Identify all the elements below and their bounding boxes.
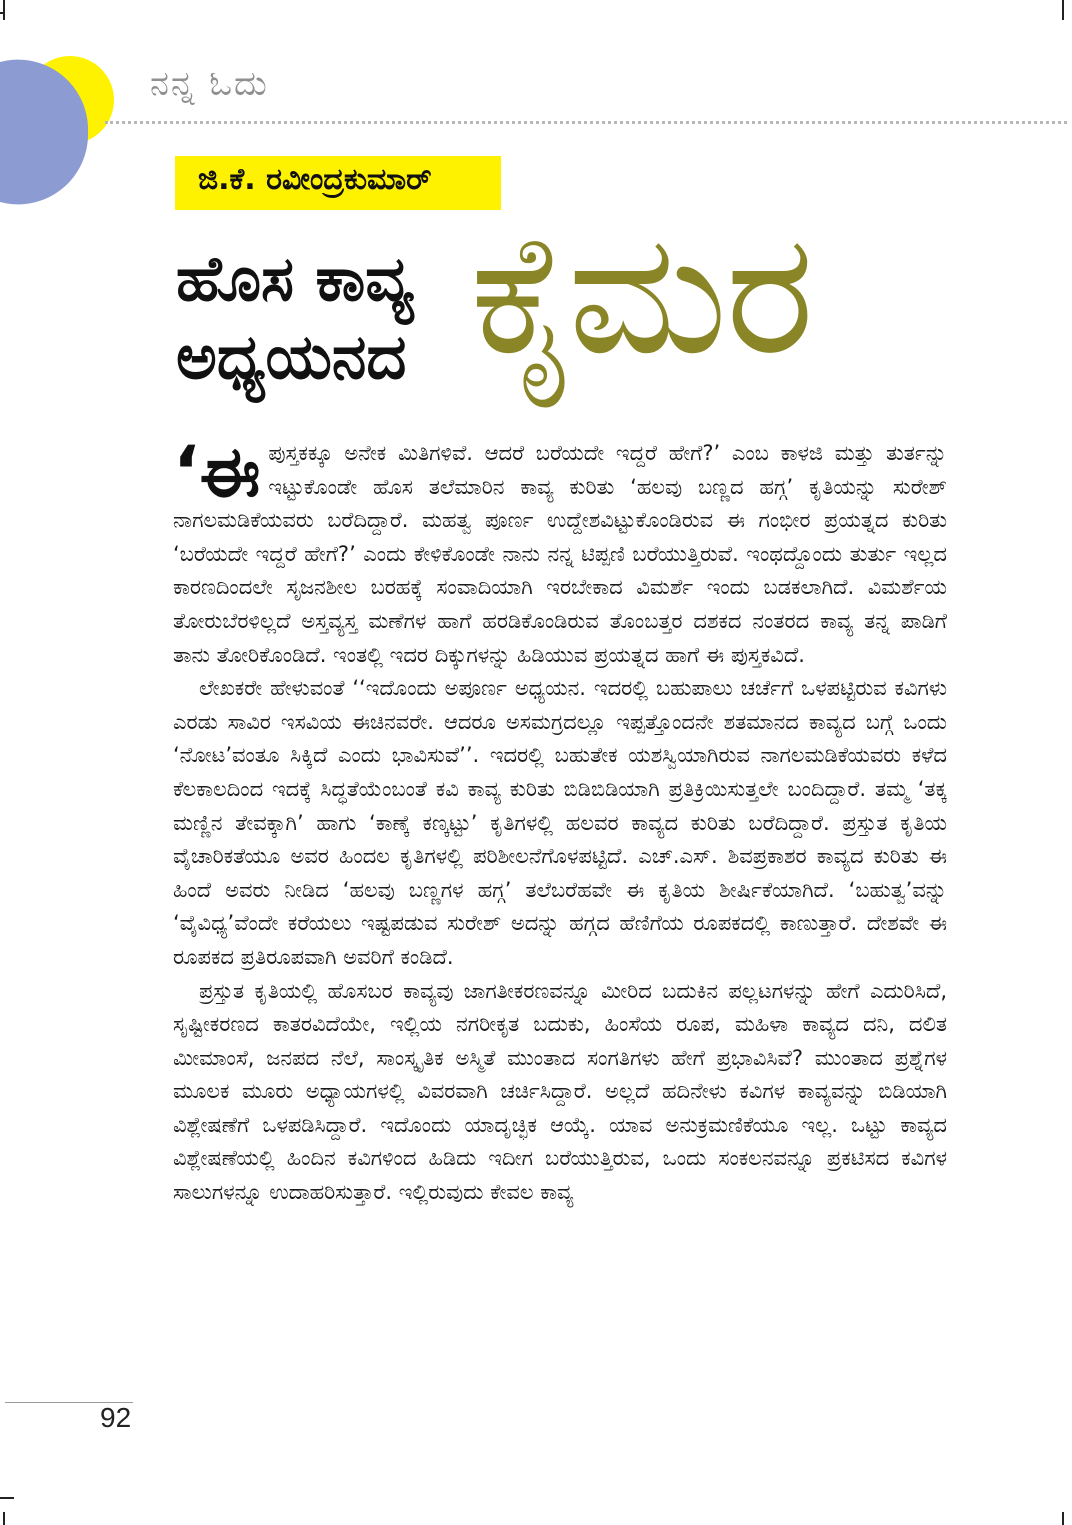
article-paragraph: ಪ್ರಸ್ತುತ ಕೃತಿಯಲ್ಲಿ ಹೊಸಬರ ಕಾವ್ಯವು ಜಾಗತೀಕರಣವನ್ನೂ ಮೀರಿದ ಬದುಕಿನ ಪಲ್ಲಟಗಳನ್ನು ಹೇಗೆ ಎದುರಿಸಿದೆ, ಸೃಷ್ಟೀಕರಣದ ಕಾತರವಿದೆಯೇ, ಇಲ್ಲಿಯ ನಗರೀಕೃತ ಬದುಕು, ಹಿಂಸೆಯ ರೂಪ, ಮಹಿಳಾ ಕಾವ್ಯದ ದನಿ, ದಲಿತ ಮೀಮಾಂಸೆ, ಜನಪದ ನೆಲೆ, ಸಾಂಸ್ಕೃತಿಕ ಅಸ್ಮಿತೆ ಮುಂತಾದ ಸಂಗತಿಗಳು ಹೇಗೆ ಪ್ರಭಾವಿಸಿವೆ? ಮುಂತಾದ ಪ್ರಶ್ನೆಗಳ ಮೂಲಕ ಮೂರು ಅಧ್ಯಾಯಗಳಲ್ಲಿ ವಿವರವಾಗಿ ಚರ್ಚಿಸಿದ್ದಾರೆ. ಅಲ್ಲದೆ ಹದಿನೇಳು ಕವಿಗಳ ಕಾವ್ಯವನ್ನು ಬಿಡಿಯಾಗಿ ವಿಶ್ಲೇಷಣೆಗೆ ಒಳಪಡಿಸಿದ್ದಾರೆ. ಇದೊಂದು ಯಾದೃಚ್ಛಿಕ ಆಯ್ಕೆ. ಯಾವ ಅನುಕ್ರಮಣಿಕೆಯೂ ಇಲ್ಲ. ಒಟ್ಟು ಕಾವ್ಯದ ವಿಶ್ಲೇಷಣೆಯಲ್ಲಿ ಹಿಂದಿನ ಕವಿಗಳಿಂದ ಹಿಡಿದು ಇದೀಗ ಬರೆಯುತ್ತಿರುವ, ಒಂದು ಸಂಕಲನವನ್ನೂ ಪ್ರಕಟಿಸದ ಕವಿಗಳ ಸಾಲುಗಳನ್ನೂ ಉದಾಹರಿಸುತ್ತಾರೆ. ಇಲ್ಲಿರುವುದು ಕೇವಲ ಕಾವ್ಯ [173, 978, 947, 1205]
crop-mark [1062, 1512, 1064, 1525]
section-label: ನನ್ನ ಓದು [150, 64, 269, 104]
crop-mark [1062, 0, 1064, 20]
crop-mark [0, 12, 3, 14]
title-line-1: ಹೊಸ ಕಾವ್ಯ [176, 242, 414, 315]
crop-mark [3, 1512, 5, 1525]
drop-cap: ‘ಈ [173, 431, 261, 513]
article-paragraph: ಲೇಖಕರೇ ಹೇಳುವಂತೆ ‘‘ಇದೊಂದು ಅಪೂರ್ಣ ಅಧ್ಯಯನ. ಇದರಲ್ಲಿ ಬಹುಪಾಲು ಚರ್ಚೆಗೆ ಒಳಪಟ್ಟಿರುವ ಕವಿಗಳು ಎರಡು ಸಾವಿರ ಇಸವಿಯ ಈಚಿನವರೇ. ಆದರೂ ಅಸಮಗ್ರದಲ್ಲೂ ಇಪ್ಪತ್ತೊಂದನೇ ಶತಮಾನದ ಕಾವ್ಯದ ಬಗ್ಗೆ ಒಂದು ‘ನೋಟ’ವಂತೂ ಸಿಕ್ಕಿದೆ ಎಂದು ಭಾವಿಸುವೆ’’. ಇದರಲ್ಲಿ ಬಹುತೇಕ ಯಶಸ್ವಿಯಾಗಿರುವ ನಾಗಲಮಡಿಕೆಯವರು ಕಳೆದ ಕೆಲಕಾಲದಿಂದ ಇದಕ್ಕೆ ಸಿದ್ಧತೆಯೆಂಬಂತೆ ಕವಿ ಕಾವ್ಯ ಕುರಿತು ಬಿಡಿಬಿಡಿಯಾಗಿ ಪ್ರತಿಕ್ರಿಯಿಸುತ್ತಲೇ ಬಂದಿದ್ದಾರೆ. ತಮ್ಮ ‘ತಕ್ಕ ಮಣ್ಣಿನ ತೇವಕ್ಕಾಗಿ’ ಹಾಗು ‘ಕಾಣ್ಕೆ ಕಣ್ಕಟ್ಟು’ ಕೃತಿಗಳಲ್ಲಿ ಹಲವರ ಕಾವ್ಯದ ಕುರಿತು ಬರೆದಿದ್ದಾರೆ. ಪ್ರಸ್ತುತ ಕೃತಿಯ ವೈಚಾರಿಕತೆಯೂ ಅವರ ಹಿಂದಲ ಕೃತಿಗಳಲ್ಲಿ ಪರಿಶೀಲನೆಗೊಳಪಟ್ಟಿದೆ. ಎಚ್.ಎಸ್. ಶಿವಪ್ರಕಾಶರ ಕಾವ್ಯದ ಕುರಿತು ಈ ಹಿಂದೆ ಅವರು ನೀಡಿದ ‘ಹಲವು ಬಣ್ಣಗಳ ಹಗ್ಗ’ ತಲೆಬರೆಹವೇ ಈ ಕೃತಿಯ ಶೀರ್ಷಿಕೆಯಾಗಿದೆ. ‘ಬಹುತ್ವ’ವನ್ನು ‘ವೈವಿಧ್ಯ’ವೆಂದೇ ಕರೆಯಲು ಇಷ್ಟಪಡುವ ಸುರೇಶ್ ಅದನ್ನು ಹಗ್ಗದ ಹೆಣಿಗೆಯ ರೂಪಕದಲ್ಲಿ ಕಾಣುತ್ತಾರೆ. ದೇಶವೇ ಈ ರೂಪಕದ ಪ್ರತಿರೂಪವಾಗಿ ಅವರಿಗೆ ಕಂಡಿದೆ. [173, 676, 947, 969]
title-highlight: ಕೈಮರ [470, 196, 813, 392]
decorative-circles [0, 50, 120, 210]
crop-mark [3, 0, 5, 20]
dotted-divider [105, 121, 1067, 124]
crop-mark [0, 1497, 14, 1499]
article-paragraph [173, 431, 947, 672]
author-name: ಜಿ.ಕೆ. ರವೀಂದ್ರಕುಮಾರ್ [198, 162, 432, 197]
paragraph-text: ಪುಸ್ತಕಕ್ಕೂ ಅನೇಕ ಮಿತಿಗಳಿವೆ. ಆದರೆ ಬರೆಯದೇ ಇದ್ದರೆ ಹೇಗೆ?’ ಎಂಬ ಕಾಳಜಿ ಮತ್ತು ತುರ್ತನ್ನು ಇಟ್ಟುಕೊಂಡೇ ಹೊಸ ತಲೆಮಾರಿನ ಕಾವ್ಯ ಕುರಿತು ‘ಹಲವು ಬಣ್ಣದ ಹಗ್ಗ’ ಕೃತಿಯನ್ನು ಸುರೇಶ್ ನಾಗಲಮಡಿಕೆಯವರು ಬರೆದಿದ್ದಾರೆ. ಮಹತ್ವ ಪೂರ್ಣ ಉದ್ದೇಶವಿಟ್ಟುಕೊಂಡಿರುವ ಈ ಗಂಭೀರ ಪ್ರಯತ್ನದ ಕುರಿತು ‘ಬರೆಯದೇ ಇದ್ದರೆ ಹೇಗೆ?’ ಎಂದು ಕೇಳಿಕೊಂಡೇ ನಾನು ನನ್ನ ಟಿಪ್ಪಣಿ ಬರೆಯುತ್ತಿರುವೆ. ಇಂಥದ್ದೊಂದು ತುರ್ತು ಇಲ್ಲದ ಕಾರಣದಿಂದಲೇ ಸೃಜನಶೀಲ ಬರಹಕ್ಕೆ ಸಂವಾದಿಯಾಗಿ ಇರಬೇಕಾದ ವಿಮರ್ಶೆ ಇಂದು ಬಡಕಲಾಗಿದೆ. ವಿಮರ್ಶೆಯ ತೋರುಬೆರಳಿಲ್ಲದೆ ಅಸ್ತವ್ಯಸ್ತ ಮಣೆಗಳ ಹಾಗೆ ಹರಡಿಕೊಂಡಿರುವ ತೊಂಬತ್ತರ ದಶಕದ ನಂತರದ ಕಾವ್ಯ ತನ್ನ ಪಾಡಿಗೆ ತಾನು ತೋರಿಕೊಂಡಿದೆ. ಇಂತಲ್ಲಿ ಇದರ ದಿಕ್ಕುಗಳನ್ನು ಹಿಡಿಯುವ ಪ್ರಯತ್ನದ ಹಾಗೆ ಈ ಪುಸ್ತಕವಿದೆ. [173, 441, 947, 667]
page-number: 92 [100, 1402, 132, 1433]
article-body [173, 431, 947, 1210]
title-line-2: ಅಧ್ಯಯನದ [176, 320, 407, 393]
